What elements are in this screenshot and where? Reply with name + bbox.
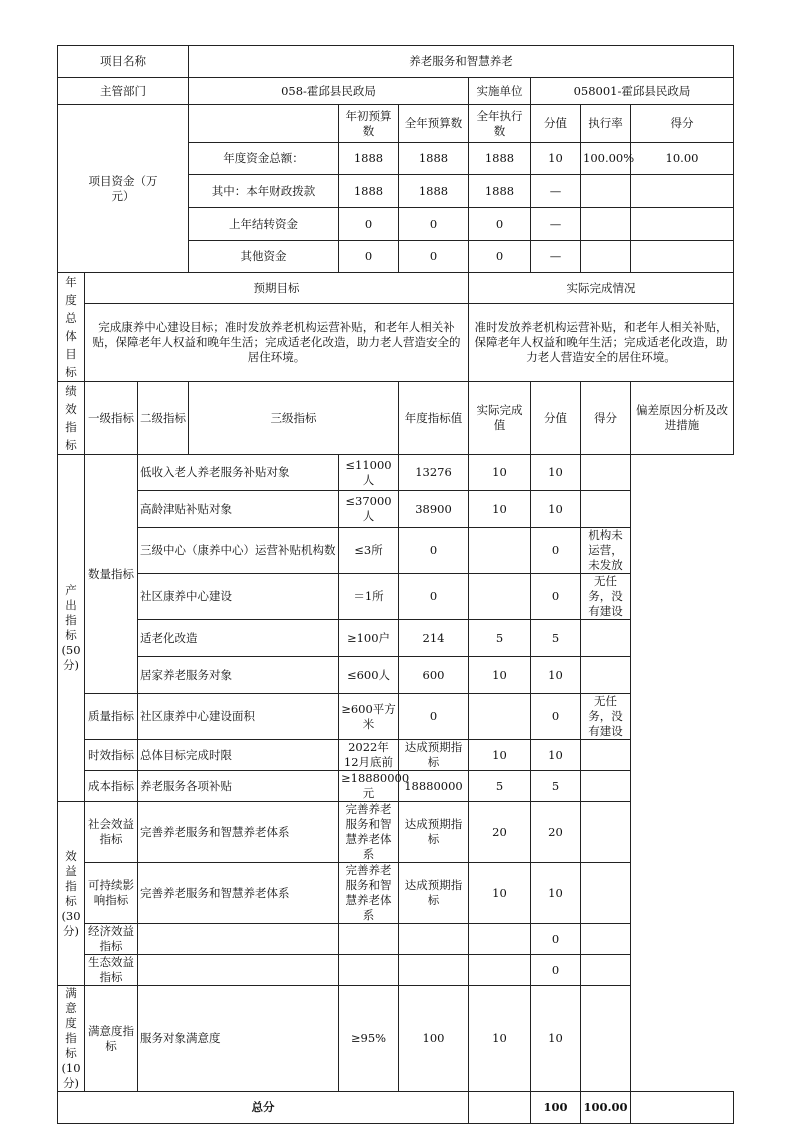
perf-header: 分值 — [531, 382, 581, 455]
deviation-reason — [581, 802, 631, 863]
target-value: ≤600人 — [339, 657, 399, 694]
score: 10 — [531, 455, 581, 491]
funds-header: 执行率 — [581, 105, 631, 143]
goals-label: 年度总体目标 — [58, 273, 85, 382]
level3-indicator — [138, 924, 339, 955]
weight: 10 — [469, 491, 531, 528]
perf-label: 绩效指标 — [58, 382, 85, 455]
weight: 10 — [469, 657, 531, 694]
level2-indicator: 成本指标 — [85, 771, 138, 802]
target-value: ≥95% — [339, 986, 399, 1092]
actual-value: 100 — [399, 986, 469, 1092]
weight — [469, 924, 531, 955]
indicator-row — [58, 924, 734, 955]
indicator-row — [58, 955, 734, 986]
target-value — [339, 955, 399, 986]
weight — [469, 694, 531, 740]
cell — [631, 241, 734, 273]
deviation-reason — [581, 740, 631, 771]
indicator-row — [58, 491, 734, 528]
score: 5 — [531, 771, 581, 802]
project-name: 养老服务和智慧养老 — [189, 46, 734, 78]
target-value: ≥18880000元 — [339, 771, 399, 802]
cell: 1888 — [339, 175, 399, 208]
target-value: 完善养老服务和智慧养老体系 — [339, 802, 399, 863]
perf-header: 年度指标值 — [399, 382, 469, 455]
perf-header: 一级指标 — [85, 382, 138, 455]
cell: 1888 — [339, 143, 399, 175]
cell — [631, 175, 734, 208]
actual-value — [399, 924, 469, 955]
actual-label: 实际完成情况 — [469, 273, 734, 304]
target-value: 2022年12月底前 — [339, 740, 399, 771]
actual-value: 214 — [399, 620, 469, 657]
impl: 058001-霍邱县民政局 — [531, 78, 734, 105]
expected-goal: 完成康养中心建设目标；准时发放养老机构运营补贴，和老年人相关补贴，保障老年人权益和晚年生活；完成适老化改造，助力老人营造安全的居住环境。 — [85, 304, 469, 382]
actual-value: 达成预期指标 — [399, 740, 469, 771]
cell: 0 — [339, 241, 399, 273]
cell — [581, 241, 631, 273]
level2-indicator: 数量指标 — [85, 455, 138, 694]
score: 10 — [531, 740, 581, 771]
score: 5 — [531, 620, 581, 657]
level2-indicator: 质量指标 — [85, 694, 138, 740]
perf-header: 偏差原因分析及改进措施 — [631, 382, 734, 455]
level3-indicator: 完善养老服务和智慧养老体系 — [138, 863, 339, 924]
deviation-reason — [581, 771, 631, 802]
indicator-row — [58, 657, 734, 694]
dept: 058-霍邱县民政局 — [189, 78, 469, 105]
cell: 10.00 — [631, 143, 734, 175]
actual-value: 0 — [399, 694, 469, 740]
funds-header: 得分 — [631, 105, 734, 143]
level3-indicator: 养老服务各项补贴 — [138, 771, 339, 802]
funds-row-name: 其他资金 — [189, 241, 339, 273]
actual-value: 0 — [399, 574, 469, 620]
indicator-row — [58, 986, 734, 1092]
level1-indicator: 满意度指标(10分) — [58, 986, 85, 1092]
level1-indicator: 产出指标(50分) — [58, 455, 85, 802]
cell: 1888 — [399, 143, 469, 175]
expected-label: 预期目标 — [85, 273, 469, 304]
cell: — — [531, 241, 581, 273]
actual-value — [399, 955, 469, 986]
cell: 1888 — [469, 175, 531, 208]
cell: 1888 — [399, 175, 469, 208]
weight — [469, 528, 531, 574]
target-value: ≤11000人 — [339, 455, 399, 491]
indicator-row — [58, 620, 734, 657]
level3-indicator: 居家养老服务对象 — [138, 657, 339, 694]
score: 10 — [531, 986, 581, 1092]
actual-value: 18880000 — [399, 771, 469, 802]
deviation-reason — [581, 863, 631, 924]
indicator-row — [58, 771, 734, 802]
performance-table — [57, 45, 734, 1124]
cell: 100.00% — [581, 143, 631, 175]
level3-indicator: 完善养老服务和智慧养老体系 — [138, 802, 339, 863]
deviation-reason — [581, 455, 631, 491]
cell — [631, 208, 734, 241]
cell: 0 — [469, 241, 531, 273]
deviation-reason — [581, 491, 631, 528]
cell: 0 — [399, 241, 469, 273]
funds-row-name: 其中：本年财政拨款 — [189, 175, 339, 208]
score: 0 — [531, 924, 581, 955]
indicator-row — [58, 574, 734, 620]
funds-row-name: 年度资金总额： — [189, 143, 339, 175]
indicator-row — [58, 863, 734, 924]
level2-indicator: 满意度指标 — [85, 986, 138, 1092]
cell — [581, 208, 631, 241]
target-value: 完善养老服务和智慧养老体系 — [339, 863, 399, 924]
cell: 0 — [399, 208, 469, 241]
level3-indicator: 三级中心（康养中心）运营补贴机构数 — [138, 528, 339, 574]
weight: 5 — [469, 620, 531, 657]
cell: 1888 — [469, 143, 531, 175]
level3-indicator: 总体目标完成时限 — [138, 740, 339, 771]
actual-value: 达成预期指标 — [399, 863, 469, 924]
cell: 0 — [469, 208, 531, 241]
level2-indicator: 经济效益指标 — [85, 924, 138, 955]
deviation-reason — [581, 955, 631, 986]
weight: 5 — [469, 771, 531, 802]
indicator-row — [58, 740, 734, 771]
perf-header: 三级指标 — [189, 382, 399, 455]
target-value: ≤3所 — [339, 528, 399, 574]
score: 20 — [531, 802, 581, 863]
funds-header: 全年预算数 — [399, 105, 469, 143]
target-value — [339, 924, 399, 955]
score: 0 — [531, 574, 581, 620]
funds-header: 全年执行数 — [469, 105, 531, 143]
funds-row-name: 上年结转资金 — [189, 208, 339, 241]
deviation-reason: 机构未运营，未发放 — [581, 528, 631, 574]
deviation-reason: 无任务，没有建设 — [581, 574, 631, 620]
score: 10 — [531, 863, 581, 924]
dept-label: 主管部门 — [58, 78, 189, 105]
target-value: ≥100户 — [339, 620, 399, 657]
level3-indicator — [138, 955, 339, 986]
target-value: ＝1所 — [339, 574, 399, 620]
deviation-reason — [581, 924, 631, 955]
actual-value: 达成预期指标 — [399, 802, 469, 863]
indicator-row — [58, 694, 734, 740]
weight: 10 — [469, 455, 531, 491]
indicator-row — [58, 455, 734, 491]
actual-value: 600 — [399, 657, 469, 694]
funds-header: 分值 — [531, 105, 581, 143]
funds-header: 年初预算数 — [339, 105, 399, 143]
total-score: 100 — [531, 1092, 581, 1124]
actual-value: 13276 — [399, 455, 469, 491]
cell: — — [531, 175, 581, 208]
blank-cell — [189, 105, 339, 143]
score: 0 — [531, 694, 581, 740]
deviation-reason: 无任务，没有建设 — [581, 694, 631, 740]
deviation-reason — [581, 657, 631, 694]
blank-cell — [469, 1092, 531, 1124]
score: 10 — [531, 657, 581, 694]
total-label: 总分 — [58, 1092, 469, 1124]
level3-indicator: 社区康养中心建设 — [138, 574, 339, 620]
weight: 10 — [469, 986, 531, 1092]
level2-indicator: 可持续影响指标 — [85, 863, 138, 924]
weight: 20 — [469, 802, 531, 863]
level3-indicator: 服务对象满意度 — [138, 986, 339, 1092]
level3-indicator: 高龄津贴补贴对象 — [138, 491, 339, 528]
cell: — — [531, 208, 581, 241]
level2-indicator: 社会效益指标 — [85, 802, 138, 863]
weight: 10 — [469, 740, 531, 771]
actual-goal: 准时发放养老机构运营补贴，和老年人相关补贴，保障老年人权益和晚年生活；完成适老化改造，助力老人营造安全的居住环境。 — [469, 304, 734, 382]
indicator-row — [58, 528, 734, 574]
blank-cell — [631, 1092, 734, 1124]
project-name-label: 项目名称 — [58, 46, 189, 78]
level1-indicator: 效益指标(30分) — [58, 802, 85, 986]
funds-label: 项目资金（万元） — [58, 105, 189, 273]
level2-indicator: 生态效益指标 — [85, 955, 138, 986]
actual-value: 38900 — [399, 491, 469, 528]
perf-header: 二级指标 — [138, 382, 189, 455]
perf-header: 实际完成值 — [469, 382, 531, 455]
level3-indicator: 适老化改造 — [138, 620, 339, 657]
score: 0 — [531, 528, 581, 574]
cell — [581, 175, 631, 208]
actual-value: 0 — [399, 528, 469, 574]
weight — [469, 574, 531, 620]
level3-indicator: 社区康养中心建设面积 — [138, 694, 339, 740]
target-value: ≤37000人 — [339, 491, 399, 528]
deviation-reason — [581, 620, 631, 657]
weight: 10 — [469, 863, 531, 924]
deviation-reason — [581, 986, 631, 1092]
impl-label: 实施单位 — [469, 78, 531, 105]
total-result: 100.00 — [581, 1092, 631, 1124]
indicator-row — [58, 802, 734, 863]
score: 10 — [531, 491, 581, 528]
score: 0 — [531, 955, 581, 986]
level3-indicator: 低收入老人养老服务补贴对象 — [138, 455, 339, 491]
weight — [469, 955, 531, 986]
cell: 10 — [531, 143, 581, 175]
target-value: ≥600平方米 — [339, 694, 399, 740]
perf-header: 得分 — [581, 382, 631, 455]
level2-indicator: 时效指标 — [85, 740, 138, 771]
cell: 0 — [339, 208, 399, 241]
